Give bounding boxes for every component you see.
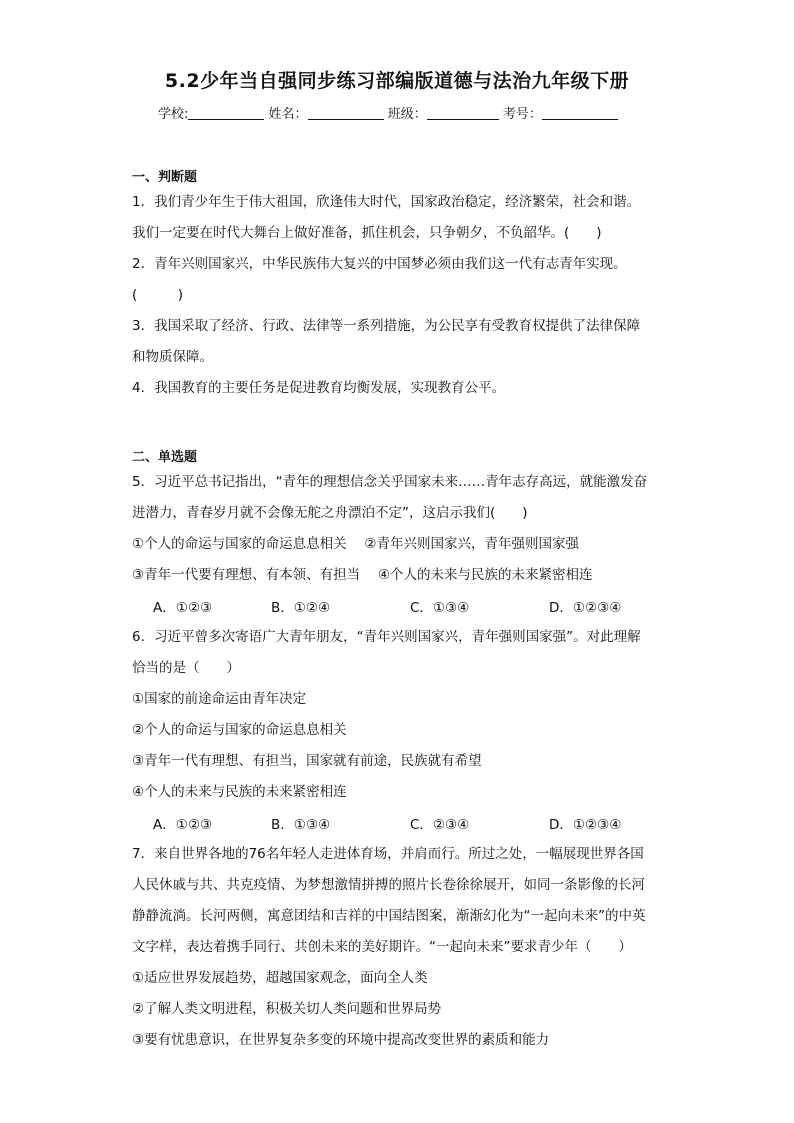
q6-option-c[interactable]: C．②③④ — [410, 817, 470, 833]
q7-line-7: ③要有忧患意识，在世界复杂多变的环境中提高改变世界的素质和能力 — [132, 1032, 550, 1048]
q5-line-3: ①个人的命运与国家的命运息息相关 ②青年兴则国家兴，青年强则国家强 — [132, 536, 579, 552]
q6-line-3: ①国家的前途命运由青年决定 — [132, 691, 307, 707]
q6-line-1: 6．习近平曾多次寄语广大青年朋友，“青年兴则国家兴，青年强则国家强”。对此理解 — [132, 629, 641, 645]
q7-line-3: 静静流淌。长河两侧，寓意团结和吉祥的中国结图案，渐渐幻化为“一起向未来”的中英 — [132, 908, 646, 924]
number-label: 考号： — [502, 107, 542, 122]
q2-line-2: ( ) — [132, 287, 184, 303]
q6-line-2: 恰当的是（ ） — [132, 660, 240, 676]
number-blank[interactable] — [542, 105, 618, 120]
q7-line-4: 文字样，表达着携手同行、共创未来的美好期许。“一起向未来”要求青少年（ ） — [132, 939, 632, 955]
q3-line-2: 和物质保障。 — [132, 349, 213, 365]
q5-option-b[interactable]: B．①②④ — [271, 600, 331, 616]
q6-option-b[interactable]: B．①③④ — [271, 817, 331, 833]
q7-line-6: ②了解人类文明进程，积极关切人类问题和世界局势 — [132, 1001, 442, 1017]
school-label: 学校: — [158, 107, 189, 122]
q3-line-1: 3．我国采取了经济、行政、法律等一系列措施，为公民享有受教育权提供了法律保障 — [132, 318, 641, 334]
student-info-row — [158, 103, 618, 122]
class-label: 班级： — [387, 107, 427, 122]
name-blank[interactable] — [308, 105, 384, 120]
q5-line-4: ③青年一代要有理想、有本领、有担当 ④个人的未来与民族的未来紧密相连 — [132, 567, 593, 583]
q7-line-1: 7．来自世界各地的76名年轻人走进体育场，并肩而行。所过之处，一幅展现世界各国 — [132, 846, 644, 862]
q6-line-5: ③青年一代有理想、有担当，国家就有前途，民族就有希望 — [132, 753, 482, 769]
class-blank[interactable] — [427, 105, 499, 120]
q5-option-a[interactable]: A．①②③ — [153, 600, 213, 616]
q1-line-1: 1．我们青少年生于伟大祖国，欣逢伟大时代，国家政治稳定，经济繁荣，社会和谐。 — [132, 194, 641, 210]
q4-line-1: 4．我国教育的主要任务是促进教育均衡发展，实现教育公平。 — [132, 380, 506, 396]
q6-option-a[interactable]: A．①②③ — [153, 817, 213, 833]
q6-option-d[interactable]: D．①②③④ — [549, 817, 622, 833]
q1-line-2: 我们一定要在时代大舞台上做好准备，抓住机会，只争朝夕，不负韶华。( ) — [132, 225, 602, 241]
document-title: 5.2少年当自强同步练习部编版道德与法治九年级下册 — [164, 70, 630, 92]
school-blank[interactable] — [188, 105, 264, 120]
q6-line-6: ④个人的未来与民族的未来紧密相连 — [132, 784, 347, 800]
section-heading-judgement: 一、判断题 — [132, 170, 198, 185]
q5-line-1: 5．习近平总书记指出，“青年的理想信念关乎国家未来……青年志存高远，就能激发奋 — [132, 474, 648, 490]
q2-line-1: 2．青年兴则国家兴，中华民族伟大复兴的中国梦必须由我们这一代有志青年实现。 — [132, 256, 627, 272]
section-heading-single-choice: 二、单选题 — [132, 450, 198, 465]
q5-option-c[interactable]: C．①③④ — [410, 600, 470, 616]
q6-line-4: ②个人的命运与国家的命运息息相关 — [132, 722, 347, 738]
q5-option-d[interactable]: D．①②③④ — [549, 600, 622, 616]
q5-line-2: 进潜力，青春岁月就不会像无舵之舟漂泊不定”，这启示我们( ) — [132, 505, 528, 521]
name-label: 姓名： — [268, 107, 308, 122]
q7-line-5: ①适应世界发展趋势，超越国家观念，面向全人类 — [132, 970, 428, 986]
q7-line-2: 人民休戚与共、共克疫情、为梦想激情拼搏的照片长卷徐徐展开，如同一条影像的长河 — [132, 877, 645, 893]
